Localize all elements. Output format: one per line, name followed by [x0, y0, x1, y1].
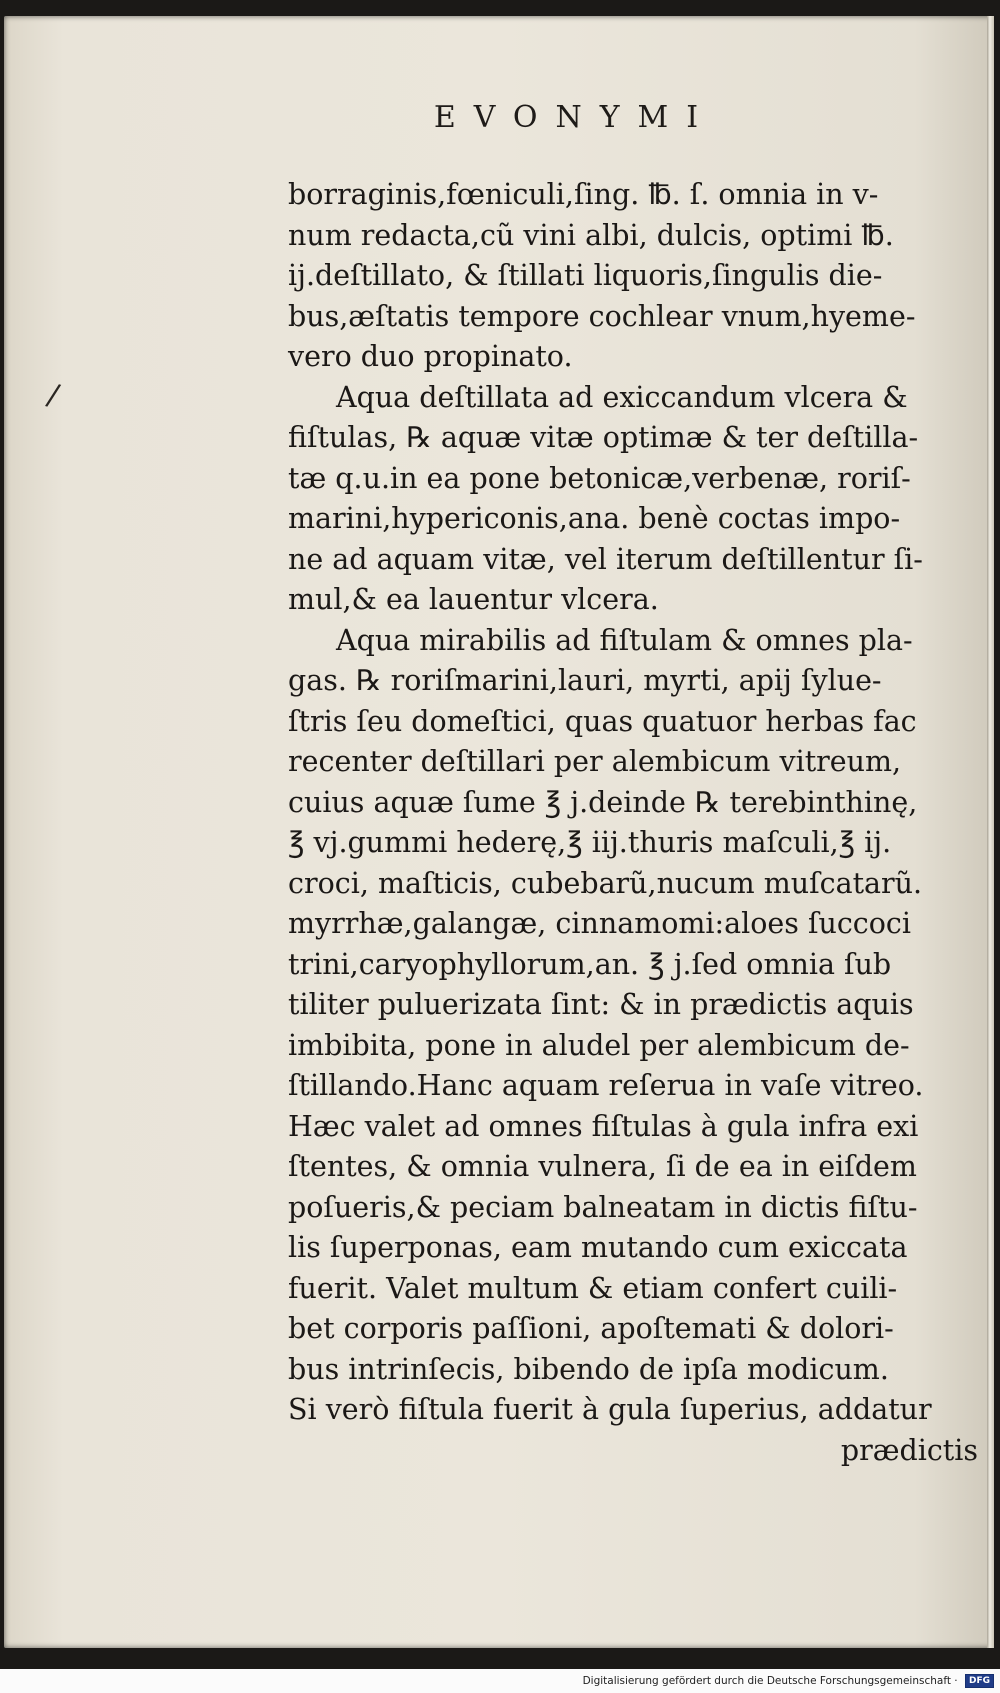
- text-line: ſtillando.Hanc aquam reſerua in vaſe vitreo.: [288, 1069, 924, 1102]
- text-line: bus intrinſecis, bibendo de ipſa modicum.: [288, 1352, 889, 1386]
- digitization-credit-bar: [0, 1669, 1000, 1693]
- catchword: prædictis: [840, 1433, 978, 1467]
- margin-mark: /: [43, 377, 63, 414]
- text-block: [288, 175, 978, 1471]
- text-line: bet corporis paſſioni, apoſtemati & dolori-: [288, 1312, 894, 1345]
- text-line: trini,caryophyllorum,an. ℥ j.ſed omnia ſub: [288, 947, 892, 981]
- text-line: ne ad aquam vitæ, vel iterum deſtillentur ſi-: [288, 542, 923, 576]
- text-line: croci, maſticis, cubebarũ,nucum muſcatarũ.: [288, 866, 923, 900]
- text-line: Aqua deſtillata ad exiccandum vlcera &: [336, 380, 908, 414]
- text-line: myrrhæ,galangæ, cinnamomi:aloes ſuccoci: [288, 907, 912, 940]
- text-line: tæ q.u.in ea pone betonicæ,verbenæ, roriſ-: [288, 461, 911, 495]
- text-line: tiliter puluerizata ſint: & in prædictis aquis: [288, 988, 914, 1021]
- text-line: Hæc valet ad omnes fiſtulas à gula infra exi: [288, 1109, 919, 1143]
- text-line: vero duo propinato.: [288, 340, 573, 373]
- text-line: borraginis,fœniculi,ſing. ℔. ſ. omnia in v-: [288, 178, 879, 211]
- text-line: Si verò fiſtula fuerit à gula ſuperius, addatur: [288, 1393, 932, 1426]
- text-line: imbibita, pone in aludel per alembicum de-: [288, 1028, 910, 1062]
- text-line: ſtentes, & omnia vulnera, ſi de ea in eiſdem: [288, 1150, 917, 1183]
- text-line: marini,hypericonis,ana. benè coctas impo-: [288, 502, 901, 535]
- text-line: lis ſuperponas, eam mutando cum exiccata: [288, 1231, 908, 1264]
- dfg-logo[interactable]: DFG: [965, 1674, 994, 1688]
- text-line: gas. ℞ roriſmarini,lauri, myrti, apij ſylue-: [288, 664, 882, 697]
- page-edge: [987, 16, 994, 1648]
- text-line: fuerit. Valet multum & etiam confert cuili-: [288, 1271, 898, 1305]
- text-line: ſtris ſeu domeſtici, quas quatuor herbas fac: [288, 704, 917, 738]
- digitization-credit-text: Digitalisierung gefördert durch die Deutsche Forschungsgemeinschaft ·: [582, 1675, 958, 1687]
- text-line: Aqua mirabilis ad fiſtulam & omnes pla-: [336, 623, 913, 657]
- text-line: cuius aquæ ſume ℥ j.deinde ℞ terebinthinę,: [288, 785, 918, 819]
- text-line: ij.deſtillato, & ſtillati liquoris,ſingulis die-: [288, 259, 883, 292]
- text-line: bus,æſtatis tempore cochlear vnum,hyeme-: [288, 299, 916, 333]
- running-head: EVONYMI: [433, 100, 717, 135]
- text-line: recenter deſtillari per alembicum vitreum,: [288, 745, 902, 778]
- text-line: fiſtulas, ℞ aquæ vitæ optimæ & ter deſtilla-: [288, 421, 919, 454]
- text-line: mul,& ea lauentur vlcera.: [288, 583, 659, 616]
- text-line: poſueris,& peciam balneatam in dictis fiſtu-: [288, 1190, 918, 1224]
- text-line: num redacta,cũ vini albi, dulcis, optimi ℔.: [288, 218, 894, 252]
- text-line: ℥ vj.gummi hederę,℥ iij.thuris maſculi,℥ ij.: [288, 826, 892, 859]
